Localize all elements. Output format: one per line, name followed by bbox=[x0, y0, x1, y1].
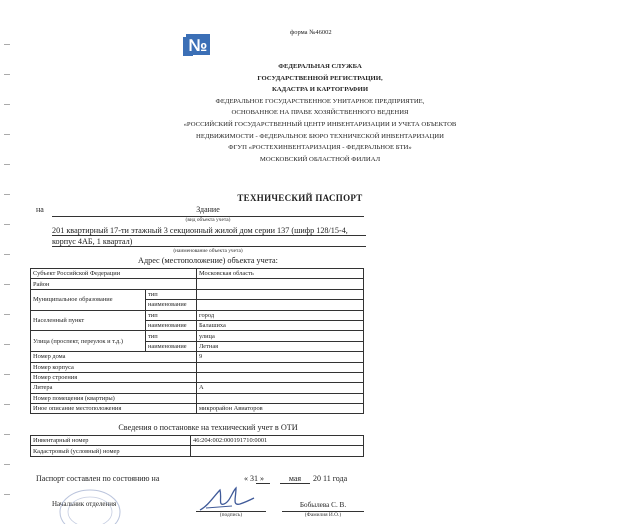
row-label: Район bbox=[31, 279, 197, 289]
table-row bbox=[31, 446, 364, 456]
registration-table bbox=[30, 435, 364, 457]
table-row bbox=[31, 383, 364, 393]
row-sub: наименование bbox=[146, 300, 197, 310]
svg-text:№: № bbox=[188, 36, 208, 55]
table-row bbox=[31, 289, 364, 299]
row-label: Субъект Российской Федерации bbox=[31, 269, 197, 279]
row-value: 9 bbox=[197, 352, 364, 362]
name-caption: (Фамилия И.О.) bbox=[304, 512, 342, 518]
date-day: « 31 » bbox=[244, 474, 264, 483]
table-row bbox=[31, 279, 364, 289]
row-value bbox=[197, 393, 364, 403]
na-label: на bbox=[36, 205, 44, 214]
row-sub: тип bbox=[146, 289, 197, 299]
signature-caption: (подпись) bbox=[219, 512, 243, 518]
table-row bbox=[31, 310, 364, 320]
row-value bbox=[197, 279, 364, 289]
row-value: город bbox=[197, 310, 364, 320]
chief-label: Начальник отделения bbox=[52, 500, 117, 508]
date-month: мая bbox=[288, 474, 302, 483]
registration-title: Сведения о постановке на технический учет в ОТИ bbox=[118, 423, 298, 432]
row-value: микрорайон Авиаторов bbox=[197, 404, 364, 414]
date-year: 20 11 года bbox=[313, 474, 348, 483]
row-value bbox=[197, 362, 364, 372]
row-sub: тип bbox=[146, 331, 197, 341]
row-label: Номер корпуса bbox=[31, 362, 197, 372]
row-label: Номер помещения (квартиры) bbox=[31, 393, 197, 403]
row-value: Московская область bbox=[197, 269, 364, 279]
row-value bbox=[197, 372, 364, 382]
table-row bbox=[31, 393, 364, 403]
row-value: 46:204:002:000191710:0001 bbox=[191, 436, 364, 446]
row-label: Муниципальное образование bbox=[31, 289, 146, 310]
form-number: форма №46002 bbox=[290, 29, 332, 36]
address-title: Адрес (местоположение) объекта учета: bbox=[138, 256, 278, 265]
row-value: Балашиха bbox=[197, 320, 364, 330]
row-label: Улица (проспект, переулок и т.д.) bbox=[31, 331, 146, 352]
object-name-caption: (наименование объекта учета) bbox=[173, 248, 243, 254]
rosreestr-logo-icon bbox=[183, 32, 212, 56]
signature-icon bbox=[196, 484, 256, 514]
object-type-caption: (вид объекта учета) bbox=[185, 217, 231, 223]
chief-name: Бобылева С. В. bbox=[299, 501, 347, 509]
row-value: Летная bbox=[197, 341, 364, 351]
row-value bbox=[197, 289, 364, 299]
object-type: Здание bbox=[196, 205, 220, 214]
row-label: Населенный пункт bbox=[31, 310, 146, 331]
table-row bbox=[31, 269, 364, 279]
table-row bbox=[31, 404, 364, 414]
document-title: ТЕХНИЧЕСКИЙ ПАСПОРТ bbox=[237, 193, 363, 203]
row-label: Кадастровый (условный) номер bbox=[31, 446, 191, 456]
table-row bbox=[31, 352, 364, 362]
row-label: Номер строения bbox=[31, 372, 197, 382]
table-row bbox=[31, 362, 364, 372]
row-value bbox=[191, 446, 364, 456]
agency-header: ФЕДЕРАЛЬНАЯ СЛУЖБА ГОСУДАРСТВЕННОЙ РЕГИСТРАЦИИ, КАДАСТРА И КАРТОГРАФИИ ФЕДЕРАЛЬНОЕ ГОСУДАРСТВЕННОЕ УНИТАРНОЕ ПРЕДПРИЯТИЕ, ОСНОВАННОЕ НА ПРАВЕ ХОЗЯЙСТВЕННОГО ВЕДЕНИЯ «РОССИЙСКИЙ ГОСУДАРСТВЕННЫЙ ЦЕНТР ИНВЕНТАРИЗАЦИИ И УЧЕТА ОБЪЕКТОВ НЕДВИЖИМОСТИ - ФЕДЕРАЛЬНОЕ БЮРО ТЕХНИЧЕСКОЙ ИНВЕНТАРИЗАЦИИ ФГУП «РОСТЕХИНВЕНТАРИЗАЦИЯ - ФЕДЕРАЛЬНОЕ БТИ» МОСКОВСКИЙ ОБЛАСТНОЙ ФИЛИАЛ bbox=[183, 63, 457, 163]
object-name: 201 квартирный 17-ти этажный 3 секционный жилой дом серии 137 (шифр 128/15-4, корпус 4АБ, 1 квартал) bbox=[52, 226, 348, 246]
row-sub: наименование bbox=[146, 320, 197, 330]
table-row bbox=[31, 372, 364, 382]
table-row bbox=[31, 331, 364, 341]
row-sub: тип bbox=[146, 310, 197, 320]
row-label: Номер дома bbox=[31, 352, 197, 362]
row-label: Иное описание местоположения bbox=[31, 404, 197, 414]
row-value: улица bbox=[197, 331, 364, 341]
row-label: Инвентарный номер bbox=[31, 436, 191, 446]
row-value bbox=[197, 300, 364, 310]
row-label: Литера bbox=[31, 383, 197, 393]
stamp-icon bbox=[56, 478, 126, 524]
row-sub: наименование bbox=[146, 341, 197, 351]
composed-label: Паспорт составлен по состоянию на bbox=[36, 474, 160, 483]
table-row bbox=[31, 436, 364, 446]
row-value: А bbox=[197, 383, 364, 393]
address-table bbox=[30, 268, 364, 414]
